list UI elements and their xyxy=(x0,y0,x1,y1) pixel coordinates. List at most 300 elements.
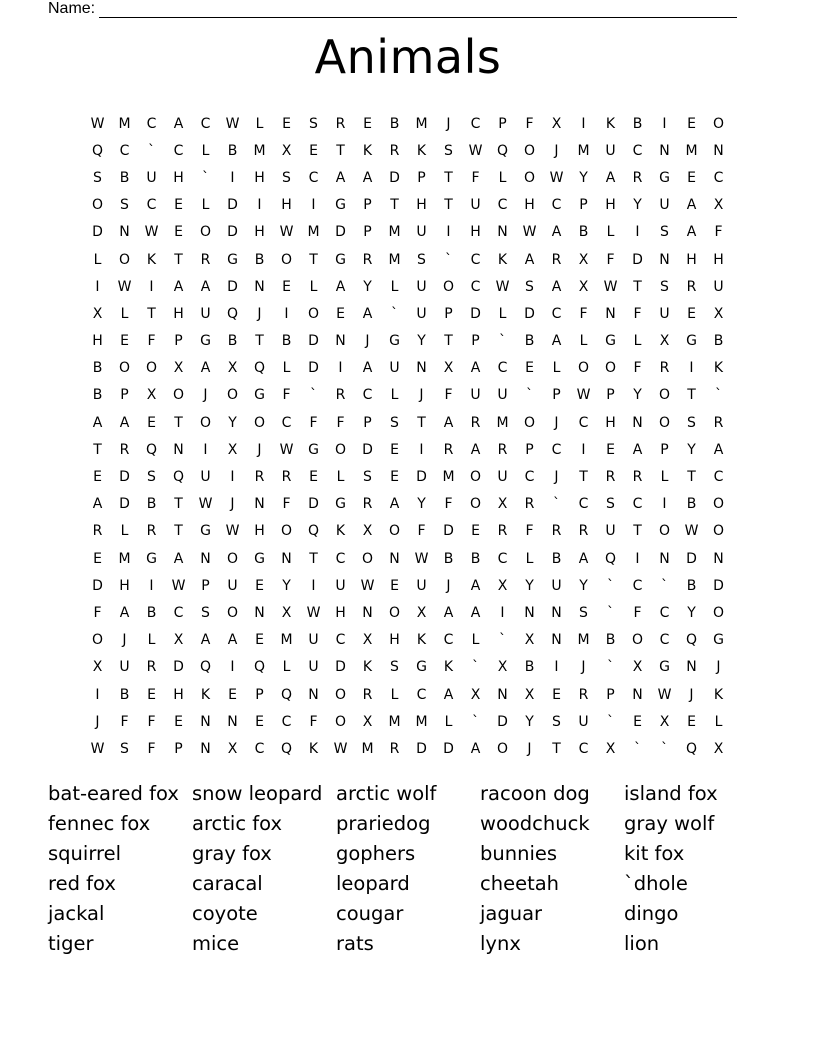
grid-letter[interactable]: W xyxy=(549,169,564,186)
grid-letter[interactable]: B xyxy=(470,550,481,567)
grid-letter[interactable]: ` xyxy=(202,169,209,186)
grid-letter[interactable]: W xyxy=(90,740,105,757)
grid-letter[interactable]: J xyxy=(419,387,424,404)
grid-letter[interactable]: X xyxy=(713,197,724,214)
grid-letter[interactable]: E xyxy=(255,577,264,594)
grid-letter[interactable]: F xyxy=(282,496,291,513)
grid-letter[interactable]: D xyxy=(632,251,643,268)
grid-letter[interactable]: U xyxy=(470,387,481,404)
grid-letter[interactable]: F xyxy=(147,740,156,757)
grid-letter[interactable]: H xyxy=(713,251,724,268)
grid-letter[interactable]: P xyxy=(120,387,129,404)
grid-letter[interactable]: X xyxy=(146,387,157,404)
grid-letter[interactable]: U xyxy=(416,278,427,295)
grid-letter[interactable]: C xyxy=(578,740,589,757)
grid-letter[interactable]: A xyxy=(389,496,400,513)
grid-letter[interactable]: A xyxy=(200,278,211,295)
grid-letter[interactable]: X xyxy=(443,360,454,377)
grid-letter[interactable]: I xyxy=(662,115,667,132)
grid-letter[interactable]: P xyxy=(552,387,561,404)
grid-letter[interactable]: T xyxy=(174,414,183,431)
grid-letter[interactable]: D xyxy=(389,169,400,186)
grid-letter[interactable]: P xyxy=(174,740,183,757)
grid-letter[interactable]: G xyxy=(389,333,400,350)
grid-letter[interactable]: G xyxy=(200,523,211,540)
grid-letter[interactable]: O xyxy=(280,251,293,268)
grid-letter[interactable]: G xyxy=(659,659,670,676)
grid-letter[interactable]: A xyxy=(119,604,130,621)
grid-letter[interactable]: Y xyxy=(633,197,642,214)
grid-letter[interactable]: E xyxy=(282,278,291,295)
grid-letter[interactable]: X xyxy=(605,740,616,757)
grid-letter[interactable]: X xyxy=(524,686,535,703)
grid-letter[interactable]: B xyxy=(227,142,238,159)
grid-letter[interactable]: N xyxy=(524,604,535,621)
grid-letter[interactable]: X xyxy=(227,360,238,377)
grid-letter[interactable]: P xyxy=(201,577,210,594)
grid-letter[interactable]: N xyxy=(362,604,373,621)
grid-letter[interactable]: O xyxy=(712,496,725,513)
grid-letter[interactable]: I xyxy=(284,305,289,322)
grid-letter[interactable]: U xyxy=(227,577,238,594)
grid-letter[interactable]: W xyxy=(522,224,537,241)
grid-letter[interactable]: H xyxy=(254,169,265,186)
grid-letter[interactable]: S xyxy=(552,713,561,730)
grid-letter[interactable]: B xyxy=(119,686,130,703)
grid-letter[interactable]: T xyxy=(417,414,426,431)
grid-letter[interactable]: C xyxy=(470,278,481,295)
grid-letter[interactable]: L xyxy=(714,713,723,730)
grid-letter[interactable]: O xyxy=(658,387,671,404)
grid-letter[interactable]: X xyxy=(92,659,103,676)
grid-letter[interactable]: N xyxy=(227,713,238,730)
grid-letter[interactable]: N xyxy=(659,251,670,268)
grid-letter[interactable]: L xyxy=(390,278,399,295)
grid-letter[interactable]: F xyxy=(147,333,156,350)
grid-letter[interactable]: K xyxy=(200,686,211,703)
grid-letter[interactable]: S xyxy=(417,251,426,268)
grid-letter[interactable]: P xyxy=(606,686,615,703)
grid-letter[interactable]: J xyxy=(446,115,451,132)
grid-letter[interactable]: B xyxy=(686,496,697,513)
grid-letter[interactable]: ` xyxy=(607,577,614,594)
grid-letter[interactable]: A xyxy=(362,360,373,377)
grid-letter[interactable]: C xyxy=(659,604,670,621)
grid-letter[interactable]: Q xyxy=(226,305,239,322)
grid-letter[interactable]: U xyxy=(200,305,211,322)
grid-letter[interactable]: O xyxy=(658,414,671,431)
grid-letter[interactable]: A xyxy=(578,550,589,567)
grid-letter[interactable]: G xyxy=(308,441,319,458)
grid-letter[interactable]: T xyxy=(444,333,453,350)
grid-letter[interactable]: S xyxy=(579,604,588,621)
grid-letter[interactable]: Y xyxy=(633,387,642,404)
grid-letter[interactable]: X xyxy=(578,251,589,268)
grid-letter[interactable]: A xyxy=(551,333,562,350)
grid-letter[interactable]: T xyxy=(255,333,264,350)
grid-letter[interactable]: Y xyxy=(687,441,696,458)
grid-letter[interactable]: L xyxy=(201,142,210,159)
grid-letter[interactable]: X xyxy=(227,441,238,458)
grid-letter[interactable]: L xyxy=(255,115,264,132)
grid-letter[interactable]: A xyxy=(335,278,346,295)
grid-letter[interactable]: X xyxy=(551,115,562,132)
grid-letter[interactable]: O xyxy=(712,115,725,132)
grid-letter[interactable]: H xyxy=(92,333,103,350)
grid-letter[interactable]: C xyxy=(551,305,562,322)
grid-letter[interactable]: G xyxy=(605,333,616,350)
grid-letter[interactable]: W xyxy=(603,278,618,295)
grid-letter[interactable]: Q xyxy=(199,659,212,676)
grid-letter[interactable]: H xyxy=(605,414,616,431)
grid-letter[interactable]: K xyxy=(713,686,724,703)
grid-letter[interactable]: K xyxy=(713,360,724,377)
grid-letter[interactable]: D xyxy=(416,469,427,486)
grid-letter[interactable]: W xyxy=(684,523,699,540)
grid-letter[interactable]: ` xyxy=(472,659,479,676)
grid-letter[interactable]: H xyxy=(470,224,481,241)
grid-letter[interactable]: F xyxy=(471,169,480,186)
grid-letter[interactable]: ` xyxy=(445,251,452,268)
grid-letter[interactable]: M xyxy=(496,414,509,431)
grid-letter[interactable]: I xyxy=(257,197,262,214)
grid-letter[interactable]: O xyxy=(334,441,347,458)
grid-letter[interactable]: P xyxy=(363,197,372,214)
grid-letter[interactable]: W xyxy=(198,496,213,513)
grid-letter[interactable]: I xyxy=(230,659,235,676)
grid-letter[interactable]: E xyxy=(552,686,561,703)
grid-letter[interactable]: U xyxy=(335,577,346,594)
grid-letter[interactable]: B xyxy=(605,632,616,649)
grid-letter[interactable]: C xyxy=(173,604,184,621)
grid-letter[interactable]: C xyxy=(497,550,508,567)
grid-letter[interactable]: B xyxy=(713,333,724,350)
grid-letter[interactable]: E xyxy=(363,115,372,132)
grid-letter[interactable]: C xyxy=(524,469,535,486)
grid-letter[interactable]: D xyxy=(686,550,697,567)
grid-letter[interactable]: U xyxy=(551,577,562,594)
grid-letter[interactable]: F xyxy=(525,115,534,132)
grid-letter[interactable]: D xyxy=(524,305,535,322)
grid-letter[interactable]: R xyxy=(146,659,157,676)
grid-letter[interactable]: L xyxy=(120,305,129,322)
grid-letter[interactable]: H xyxy=(173,169,184,186)
grid-letter[interactable]: X xyxy=(632,659,643,676)
grid-letter[interactable]: U xyxy=(416,577,427,594)
grid-letter[interactable]: N xyxy=(308,686,319,703)
grid-letter[interactable]: ` xyxy=(607,713,614,730)
grid-letter[interactable]: E xyxy=(687,169,696,186)
grid-letter[interactable]: N xyxy=(119,224,130,241)
grid-letter[interactable]: K xyxy=(416,142,427,159)
grid-letter[interactable]: E xyxy=(390,577,399,594)
grid-letter[interactable]: J xyxy=(230,496,235,513)
grid-letter[interactable]: R xyxy=(362,686,373,703)
grid-letter[interactable]: P xyxy=(579,197,588,214)
grid-letter[interactable]: G xyxy=(254,550,265,567)
grid-letter[interactable]: T xyxy=(93,441,102,458)
grid-letter[interactable]: X xyxy=(362,523,373,540)
grid-letter[interactable]: I xyxy=(662,496,667,513)
grid-letter[interactable]: X xyxy=(173,360,184,377)
grid-letter[interactable]: E xyxy=(93,550,102,567)
grid-letter[interactable]: L xyxy=(147,632,156,649)
grid-letter[interactable]: G xyxy=(335,251,346,268)
grid-letter[interactable]: L xyxy=(606,224,615,241)
grid-letter[interactable]: ` xyxy=(607,604,614,621)
grid-letter[interactable]: E xyxy=(606,441,615,458)
grid-letter[interactable]: N xyxy=(200,740,211,757)
grid-letter[interactable]: R xyxy=(335,387,346,404)
grid-letter[interactable]: M xyxy=(361,740,374,757)
grid-letter[interactable]: I xyxy=(446,224,451,241)
grid-letter[interactable]: R xyxy=(578,523,589,540)
grid-letter[interactable]: U xyxy=(308,632,319,649)
grid-letter[interactable]: A xyxy=(362,305,373,322)
grid-letter[interactable]: H xyxy=(605,197,616,214)
grid-letter[interactable]: L xyxy=(390,686,399,703)
grid-letter[interactable]: I xyxy=(635,550,640,567)
grid-letter[interactable]: U xyxy=(605,523,616,540)
grid-letter[interactable]: A xyxy=(227,632,238,649)
grid-letter[interactable]: F xyxy=(147,713,156,730)
grid-letter[interactable]: L xyxy=(309,278,318,295)
grid-letter[interactable]: P xyxy=(363,414,372,431)
grid-letter[interactable]: C xyxy=(578,496,589,513)
grid-letter[interactable]: D xyxy=(227,278,238,295)
grid-letter[interactable]: I xyxy=(581,115,586,132)
grid-letter[interactable]: ` xyxy=(499,333,506,350)
grid-letter[interactable]: Q xyxy=(280,686,293,703)
grid-letter[interactable]: C xyxy=(632,142,643,159)
grid-letter[interactable]: J xyxy=(257,305,262,322)
grid-letter[interactable]: Y xyxy=(228,414,237,431)
grid-letter[interactable]: A xyxy=(443,604,454,621)
grid-letter[interactable]: R xyxy=(497,441,508,458)
grid-letter[interactable]: O xyxy=(91,197,104,214)
grid-letter[interactable]: O xyxy=(523,169,536,186)
grid-letter[interactable]: ` xyxy=(391,305,398,322)
grid-letter[interactable]: M xyxy=(388,713,401,730)
grid-letter[interactable]: O xyxy=(145,360,158,377)
grid-letter[interactable]: O xyxy=(172,387,185,404)
grid-letter[interactable]: E xyxy=(255,632,264,649)
grid-letter[interactable]: N xyxy=(254,278,265,295)
grid-letter[interactable]: P xyxy=(363,224,372,241)
grid-letter[interactable]: I xyxy=(635,224,640,241)
grid-letter[interactable]: J xyxy=(716,659,721,676)
grid-letter[interactable]: T xyxy=(390,197,399,214)
grid-letter[interactable]: A xyxy=(686,224,697,241)
grid-letter[interactable]: A xyxy=(443,414,454,431)
grid-letter[interactable]: E xyxy=(174,197,183,214)
grid-letter[interactable]: I xyxy=(311,197,316,214)
grid-letter[interactable]: E xyxy=(390,441,399,458)
grid-letter[interactable]: ` xyxy=(661,577,668,594)
grid-letter[interactable]: H xyxy=(173,686,184,703)
grid-letter[interactable]: D xyxy=(227,197,238,214)
grid-letter[interactable]: S xyxy=(120,740,129,757)
grid-letter[interactable]: N xyxy=(551,604,562,621)
grid-letter[interactable]: C xyxy=(119,142,130,159)
grid-letter[interactable]: D xyxy=(713,577,724,594)
grid-letter[interactable]: P xyxy=(174,333,183,350)
grid-letter[interactable]: R xyxy=(524,496,535,513)
grid-letter[interactable]: M xyxy=(280,632,293,649)
grid-letter[interactable]: S xyxy=(147,469,156,486)
grid-letter[interactable]: D xyxy=(470,305,481,322)
grid-letter[interactable]: P xyxy=(498,115,507,132)
grid-letter[interactable]: R xyxy=(470,414,481,431)
grid-letter[interactable]: I xyxy=(311,577,316,594)
grid-letter[interactable]: W xyxy=(144,224,159,241)
grid-letter[interactable]: O xyxy=(118,251,131,268)
grid-letter[interactable]: R xyxy=(92,523,103,540)
grid-letter[interactable]: C xyxy=(443,632,454,649)
grid-letter[interactable]: X xyxy=(470,686,481,703)
grid-letter[interactable]: U xyxy=(578,713,589,730)
grid-letter[interactable]: T xyxy=(633,278,642,295)
grid-letter[interactable]: W xyxy=(306,604,321,621)
grid-letter[interactable]: M xyxy=(415,713,428,730)
grid-letter[interactable]: S xyxy=(660,224,669,241)
grid-letter[interactable]: N xyxy=(200,713,211,730)
grid-letter[interactable]: R xyxy=(119,441,130,458)
grid-letter[interactable]: U xyxy=(497,387,508,404)
grid-letter[interactable]: O xyxy=(712,523,725,540)
grid-letter[interactable]: C xyxy=(632,577,643,594)
grid-letter[interactable]: I xyxy=(149,278,154,295)
grid-letter[interactable]: R xyxy=(389,142,400,159)
grid-letter[interactable]: B xyxy=(686,577,697,594)
grid-letter[interactable]: F xyxy=(309,414,318,431)
grid-letter[interactable]: E xyxy=(687,713,696,730)
grid-letter[interactable]: J xyxy=(446,577,451,594)
grid-letter[interactable]: O xyxy=(334,686,347,703)
grid-letter[interactable]: X xyxy=(497,659,508,676)
grid-letter[interactable]: A xyxy=(470,577,481,594)
grid-letter[interactable]: B xyxy=(524,659,535,676)
grid-letter[interactable]: B xyxy=(146,604,157,621)
grid-letter[interactable]: Y xyxy=(579,169,588,186)
grid-letter[interactable]: F xyxy=(93,604,102,621)
grid-letter[interactable]: E xyxy=(687,305,696,322)
grid-letter[interactable]: B xyxy=(92,387,103,404)
name-line[interactable] xyxy=(99,3,737,18)
grid-letter[interactable]: O xyxy=(469,496,482,513)
grid-letter[interactable]: D xyxy=(335,224,346,241)
grid-letter[interactable]: Q xyxy=(253,360,266,377)
grid-letter[interactable]: E xyxy=(147,686,156,703)
grid-letter[interactable]: L xyxy=(633,333,642,350)
grid-letter[interactable]: L xyxy=(579,333,588,350)
grid-letter[interactable]: A xyxy=(200,632,211,649)
grid-letter[interactable]: J xyxy=(527,740,532,757)
grid-letter[interactable]: K xyxy=(416,632,427,649)
grid-letter[interactable]: H xyxy=(686,251,697,268)
grid-letter[interactable]: E xyxy=(255,713,264,730)
grid-letter[interactable]: M xyxy=(388,224,401,241)
grid-letter[interactable]: L xyxy=(93,251,102,268)
grid-letter[interactable]: H xyxy=(335,604,346,621)
grid-letter[interactable]: R xyxy=(551,251,562,268)
grid-letter[interactable]: F xyxy=(525,523,534,540)
grid-letter[interactable]: N xyxy=(281,550,292,567)
grid-letter[interactable]: S xyxy=(444,142,453,159)
grid-letter[interactable]: O xyxy=(253,414,266,431)
grid-letter[interactable]: T xyxy=(687,387,696,404)
grid-letter[interactable]: R xyxy=(551,523,562,540)
grid-letter[interactable]: Y xyxy=(282,577,291,594)
grid-letter[interactable]: C xyxy=(335,632,346,649)
grid-letter[interactable]: L xyxy=(336,469,345,486)
grid-letter[interactable]: U xyxy=(416,305,427,322)
grid-letter[interactable]: D xyxy=(92,577,103,594)
grid-letter[interactable]: N xyxy=(713,142,724,159)
grid-letter[interactable]: A xyxy=(713,441,724,458)
grid-letter[interactable]: U xyxy=(497,469,508,486)
grid-letter[interactable]: K xyxy=(146,251,157,268)
grid-letter[interactable]: U xyxy=(389,360,400,377)
grid-letter[interactable]: P xyxy=(417,169,426,186)
grid-letter[interactable]: J xyxy=(581,659,586,676)
grid-letter[interactable]: O xyxy=(91,632,104,649)
grid-letter[interactable]: Y xyxy=(525,713,534,730)
grid-letter[interactable]: W xyxy=(495,278,510,295)
grid-letter[interactable]: X xyxy=(281,142,292,159)
grid-letter[interactable]: ` xyxy=(607,659,614,676)
grid-letter[interactable]: B xyxy=(92,360,103,377)
grid-letter[interactable]: F xyxy=(633,604,642,621)
grid-letter[interactable]: L xyxy=(552,360,561,377)
grid-letter[interactable]: J xyxy=(554,414,559,431)
grid-letter[interactable]: J xyxy=(203,387,208,404)
grid-letter[interactable]: O xyxy=(712,604,725,621)
grid-letter[interactable]: T xyxy=(309,251,318,268)
grid-letter[interactable]: N xyxy=(713,550,724,567)
grid-letter[interactable]: P xyxy=(471,333,480,350)
grid-letter[interactable]: A xyxy=(92,496,103,513)
grid-letter[interactable]: A xyxy=(686,197,697,214)
grid-letter[interactable]: X xyxy=(713,305,724,322)
grid-letter[interactable]: T xyxy=(579,469,588,486)
grid-letter[interactable]: X xyxy=(713,740,724,757)
grid-letter[interactable]: X xyxy=(92,305,103,322)
grid-letter[interactable]: M xyxy=(118,115,131,132)
grid-letter[interactable]: G xyxy=(146,550,157,567)
grid-letter[interactable]: P xyxy=(444,305,453,322)
grid-letter[interactable]: G xyxy=(713,632,724,649)
grid-letter[interactable]: X xyxy=(416,604,427,621)
grid-letter[interactable]: P xyxy=(255,686,264,703)
grid-letter[interactable]: T xyxy=(336,142,345,159)
grid-letter[interactable]: D xyxy=(173,659,184,676)
grid-letter[interactable]: O xyxy=(226,604,239,621)
grid-letter[interactable]: B xyxy=(254,251,265,268)
grid-letter[interactable]: R xyxy=(443,441,454,458)
grid-letter[interactable]: C xyxy=(173,142,184,159)
grid-letter[interactable]: E xyxy=(174,224,183,241)
grid-letter[interactable]: Q xyxy=(604,550,617,567)
grid-letter[interactable]: N xyxy=(686,659,697,676)
grid-letter[interactable]: U xyxy=(659,305,670,322)
grid-letter[interactable]: B xyxy=(524,333,535,350)
grid-letter[interactable]: J xyxy=(122,632,127,649)
grid-letter[interactable]: G xyxy=(254,387,265,404)
grid-letter[interactable]: C xyxy=(146,115,157,132)
grid-letter[interactable]: O xyxy=(226,387,239,404)
grid-letter[interactable]: L xyxy=(282,659,291,676)
